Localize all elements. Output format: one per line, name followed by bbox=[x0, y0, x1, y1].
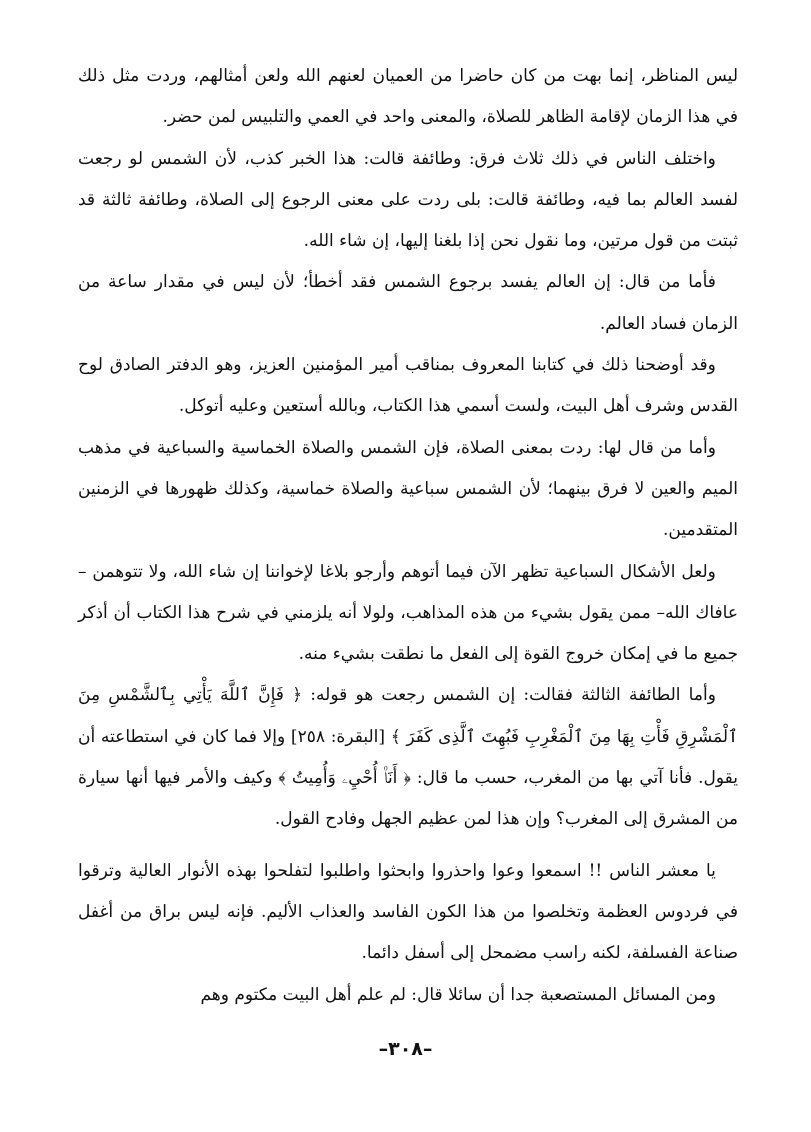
paragraph-7: وأما الطائفة الثالثة فقالت: إن الشمس رجعت هو قوله: ﴿ فَإِنَّ ٱللَّهَ يَأْتِي بِٱلشَّمْسِ مِنَ ٱلْمَشْرِقِ فَأْتِ بِهَا مِنَ ٱلْمَغْرِبِ فَبُهِتَ ٱلَّذِى كَفَرَ ﴾ [البقرة: ٢٥٨] وإلا فما كان في استطاعته أن يقول. فأنا آتي بها من المغرب، حسب ما قال: ﴿ أَنَا۠ أُحْيِۦ وَأُمِيتُ ﴾ وكيف والأمر فيها أنها سيارة من المشرق إلى المغرب؟ وإن هذا لمن عظيم الجهل وفادح القول. bbox=[78, 685, 738, 830]
paragraph-6: ولعل الأشكال السباعية تظهر الآن فيما أتوهم وأرجو بلاغا لإخواننا إن شاء الله، ولا تتوهمن – عافاك الله– ممن يقول بشيء من هذه المذاهب، ولولا أنه يلزمني في شرح هذا الكتاب أن أذكر جميع ما في إمكان خروج القوة إلى الفعل ما نطقت بشيء منه. bbox=[78, 561, 738, 665]
document-body bbox=[78, 56, 738, 1016]
paragraph-5: وأما من قال لها: ردت بمعنى الصلاة، فإن الشمس والصلاة الخماسية والسباعية في مذهب الميم والعين لا فرق بينهما؛ لأن الشمس سباعية والصلاة خماسية، وكذلك ظهورها في الزمنين المتقدمين. bbox=[78, 437, 738, 541]
page-number: –٣٠٨– bbox=[378, 1038, 433, 1060]
paragraph-3: فأما من قال: إن العالم يفسد برجوع الشمس فقد أخطأ؛ لأن ليس في مقدار ساعة من الزمان فساد العالم. bbox=[78, 272, 738, 334]
paragraph-4: وقد أوضحنا ذلك في كتابنا المعروف بمناقب أمير المؤمنين العزيز، وهو الدفتر الصادق لوح القدس وشرف أهل البيت، ولست أسمي هذا الكتاب، وبالله أستعين وعليه أتوكل. bbox=[78, 355, 738, 417]
paragraph-9: ومن المسائل المستصعبة جدا أن سائلا قال: لم علم أهل البيت مكتوم وهم bbox=[200, 984, 716, 1005]
paragraph-1: ليس المناظر، إنما بهت من كان حاضرا من العميان لعنهم الله ولعن أمثالهم، وردت مثل ذلك في هذا الزمان لإقامة الظاهر للصلاة، والمعنى واحد في العمي والتلبيس لمن حضر. bbox=[78, 66, 738, 128]
paragraph-2: واختلف الناس في ذلك ثلاث فرق: وطائفة قالت: هذا الخبر كذب، لأن الشمس لو رجعت لفسد العالم بما فيه، وطائفة قالت: بلى ردت على معنى الرجوع إلى الصلاة، وطائفة ثالثة قد ثبتت من قول مرتين، وما نقول نحن إذا بلغنا إليها، إن شاء الله. bbox=[78, 148, 738, 252]
paragraph-8: يا معشر الناس !! اسمعوا وعوا واحذروا وابحثوا واطلبوا لتفلحوا بهذه الأنوار العالية وترقوا في فردوس العظمة وتخلصوا من هذا الكون الفاسد والعذاب الأليم. فإنه ليس براق من أغفل صناعة الفسلفة، لكنه راسب مضمحل إلى أسفل دائما. bbox=[78, 860, 738, 964]
